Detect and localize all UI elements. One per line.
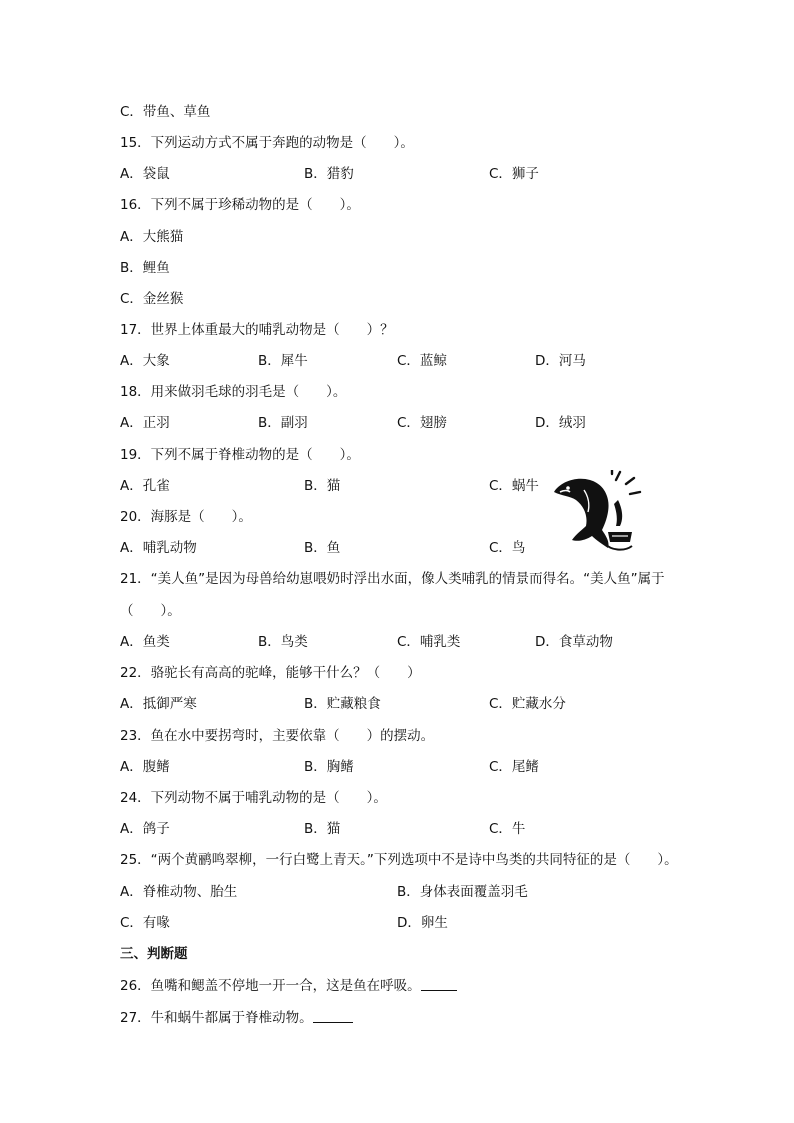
q25-option-d: D．卵生 [397,915,448,931]
q22-option-c: C．贮藏水分 [489,696,566,712]
q23-option-a: A．腹鳍 [120,759,170,775]
question-26-text: 26．鱼嘴和鳃盖不停地一开一合，这是鱼在呼吸。 [120,978,421,994]
q24-option-c: C．牛 [489,821,526,837]
q18-option-d: D．绒羽 [535,415,586,431]
q24-option-b: B．猫 [304,821,341,837]
q18-option-b: B．副羽 [258,415,308,431]
q21-option-b: B．鸟类 [258,634,308,650]
q23-option-c: C．尾鳍 [489,759,539,775]
q20-option-c: C．鸟 [489,540,526,556]
question-18: 18．用来做羽毛球的羽毛是（ ）。 [120,384,347,400]
q17-option-d: D．河马 [535,353,586,369]
question-17: 17．世界上体重最大的哺乳动物是（ ）？ [120,322,394,338]
q24-option-a: A．鸽子 [120,821,170,837]
question-15: 15．下列运动方式不属于奔跑的动物是（ ）。 [120,135,414,151]
question-19: 19．下列不属于脊椎动物的是（ ）。 [120,447,360,463]
dolphin-illustration [546,470,646,560]
q15-option-c: C．狮子 [489,166,539,182]
question-20: 20．海豚是（ ）。 [120,509,252,525]
q19-option-b: B．猫 [304,478,341,494]
question-27 [120,1008,353,1026]
q22-option-a: A．抵御严寒 [120,696,197,712]
q15-option-a: A．袋鼠 [120,166,170,182]
q16-option-b: B．鲤鱼 [120,260,170,276]
question-21-continuation: （ ）。 [120,603,181,619]
q18-option-c: C．翅膀 [397,415,447,431]
question-23: 23．鱼在水中要拐弯时，主要依靠（ ）的摆动。 [120,728,435,744]
q22-option-b: B．贮藏粮食 [304,696,381,712]
q25-option-a: A．脊椎动物、胎生 [120,884,238,900]
question-22: 22．骆驼长有高高的驼峰，能够干什么？（ ） [120,665,421,681]
q23-option-b: B．胸鳍 [304,759,354,775]
answer-blank-27[interactable] [313,1008,353,1023]
q19-option-a: A．孔雀 [120,478,170,494]
q17-option-b: B．犀牛 [258,353,308,369]
q17-option-a: A．大象 [120,353,170,369]
q19-option-c: C．蜗牛 [489,478,539,494]
q16-option-c: C．金丝猴 [120,291,184,307]
q20-option-a: A．哺乳动物 [120,540,197,556]
q18-option-a: A．正羽 [120,415,170,431]
section-heading-true-false: 三、判断题 [120,946,188,962]
question-26 [120,976,457,994]
q20-option-b: B．鱼 [304,540,341,556]
question-27-text: 27．牛和蜗牛都属于脊椎动物。 [120,1010,313,1026]
question-21: 21．“美人鱼”是因为母兽给幼崽喂奶时浮出水面，像人类哺乳的情景而得名。“美人鱼”属于 [120,571,665,587]
q21-option-d: D．食草动物 [535,634,613,650]
q16-option-a: A．大熊猫 [120,229,184,245]
q21-option-a: A．鱼类 [120,634,170,650]
q14-option-c: C．带鱼、草鱼 [120,104,211,120]
question-24: 24．下列动物不属于哺乳动物的是（ ）。 [120,790,387,806]
question-16: 16．下列不属于珍稀动物的是（ ）。 [120,197,360,213]
q15-option-b: B．猎豹 [304,166,354,182]
q25-option-c: C．有喙 [120,915,170,931]
answer-blank-26[interactable] [421,976,457,991]
q25-option-b: B．身体表面覆盖羽毛 [397,884,528,900]
question-25: 25．“两个黄鹂鸣翠柳，一行白鹭上青天。”下列选项中不是诗中鸟类的共同特征的是（ ）。 [120,852,678,868]
dolphin-icon [554,479,609,548]
q21-option-c: C．哺乳类 [397,634,461,650]
q17-option-c: C．蓝鲸 [397,353,447,369]
